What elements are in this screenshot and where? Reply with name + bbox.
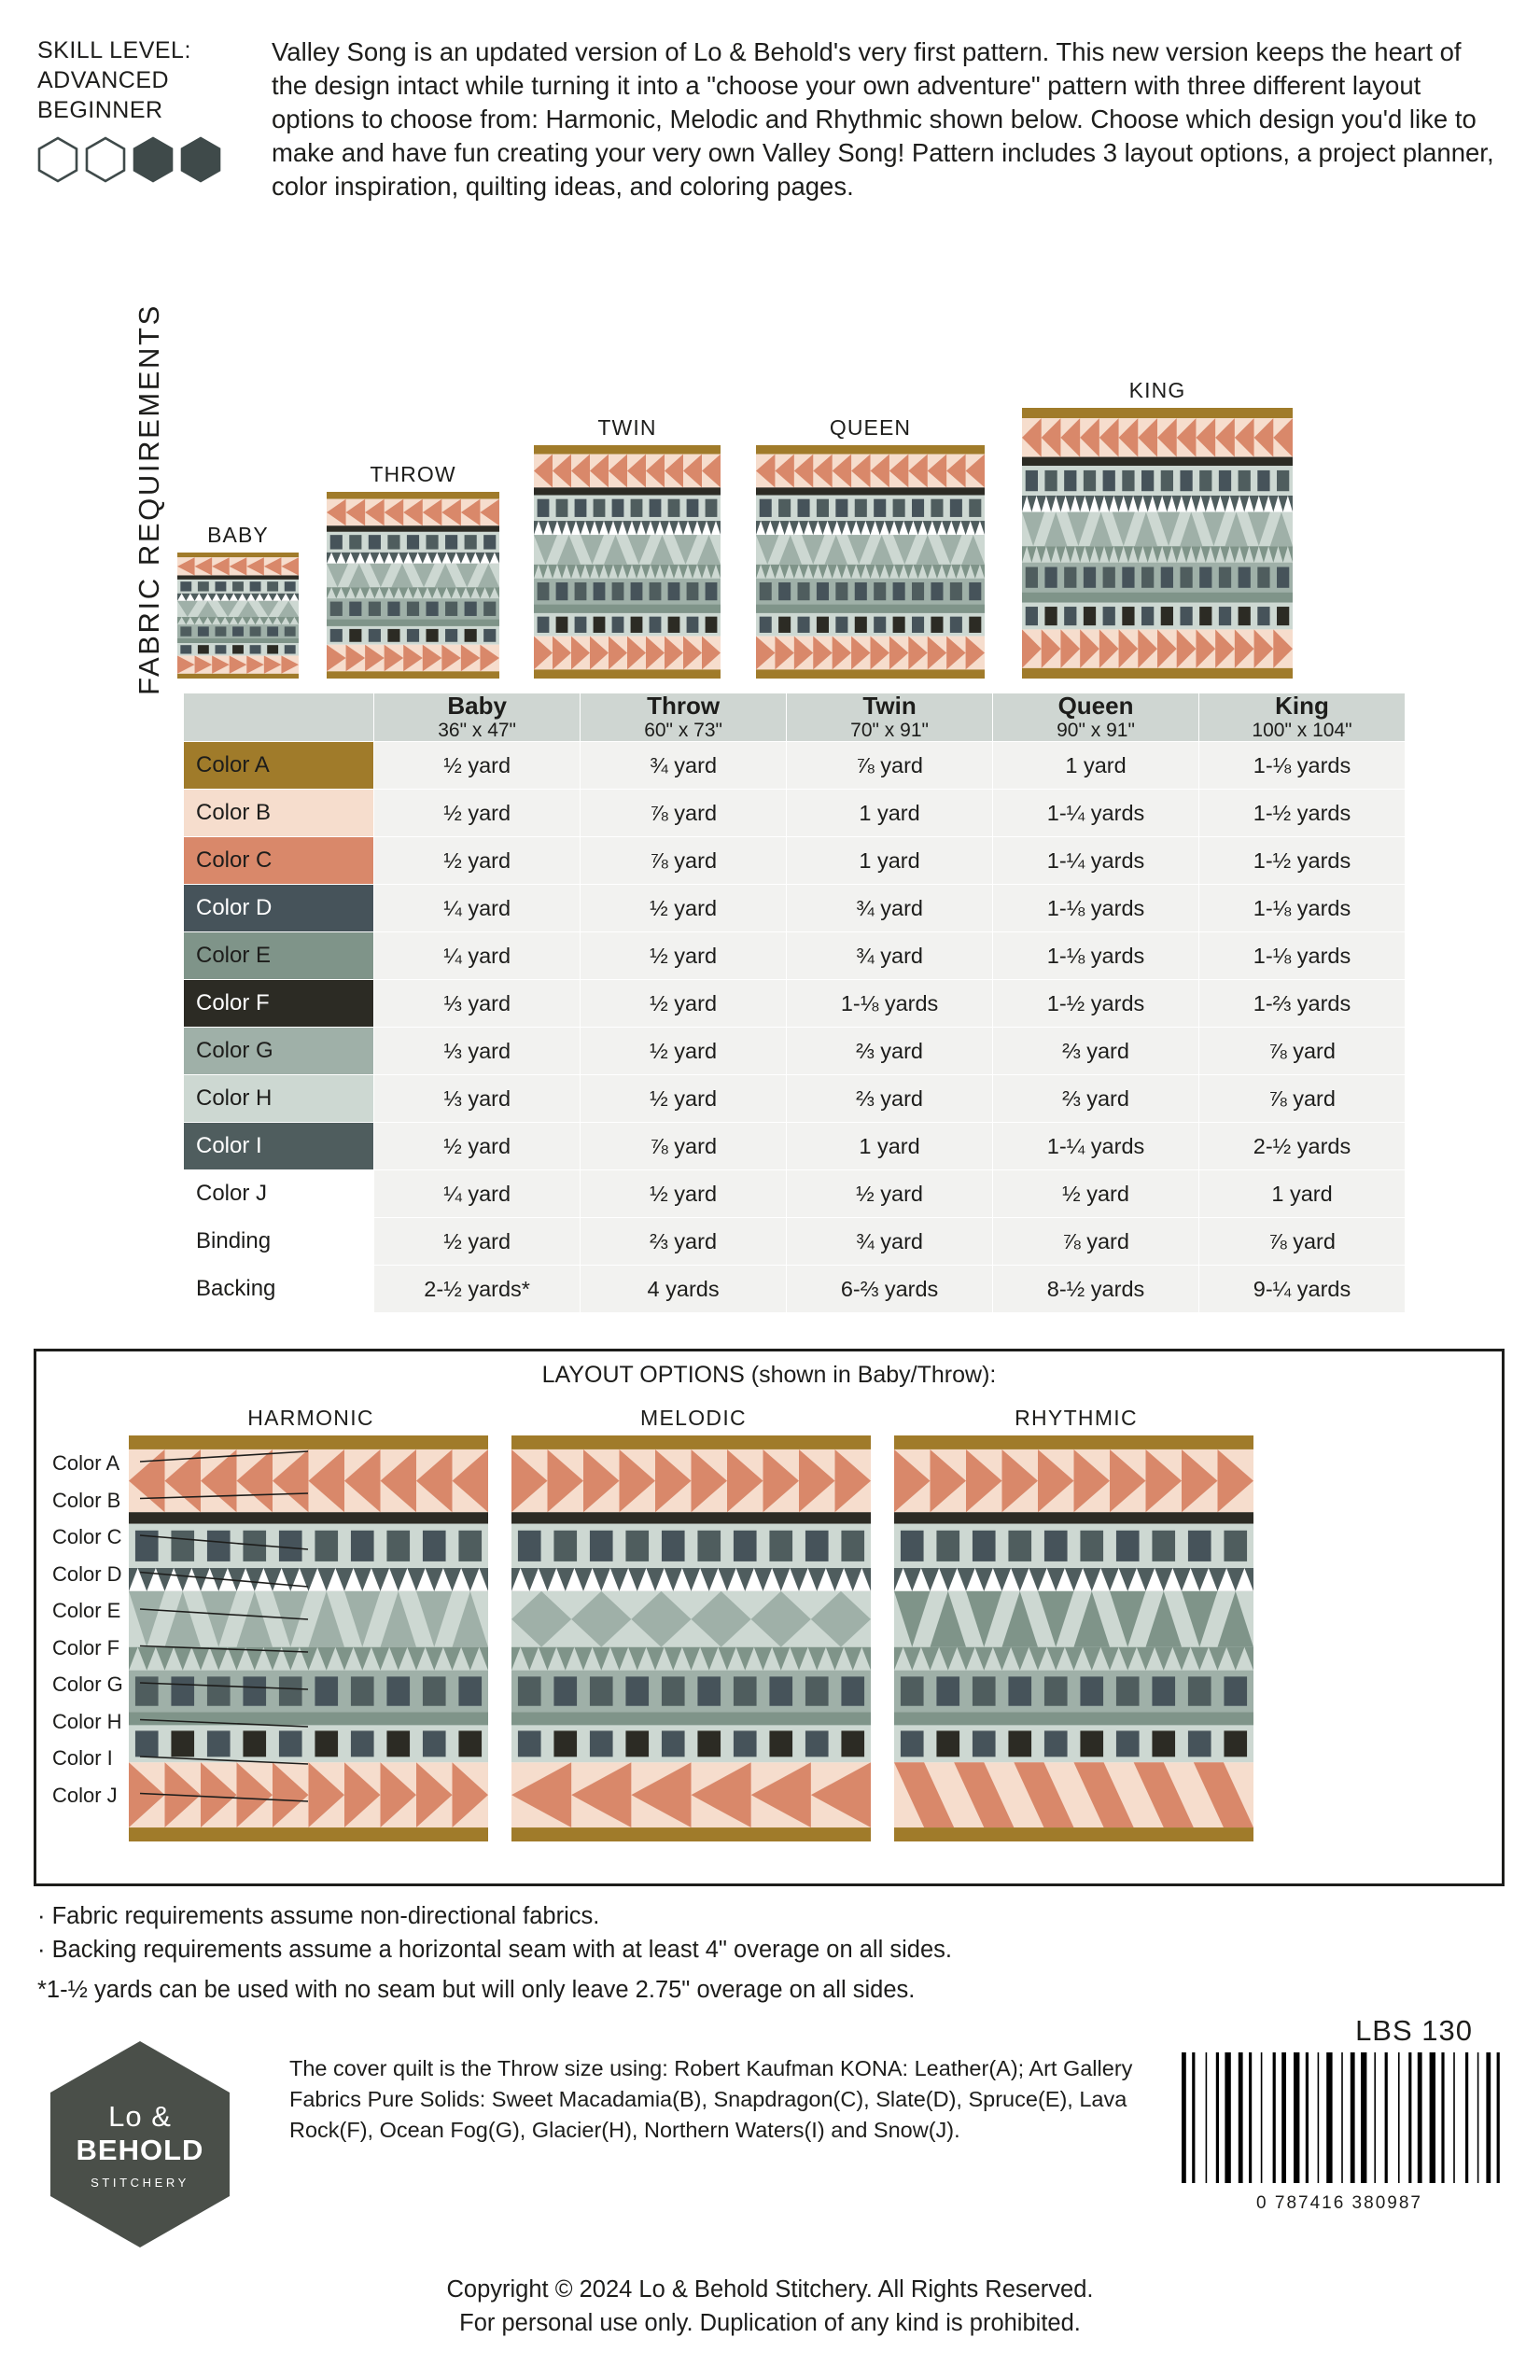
table-row [184,742,1406,790]
yardage-cell: ¾ yard [787,1218,993,1266]
column-header-queen [993,693,1199,742]
column-header-king [1199,693,1406,742]
size-thumbnail-baby [177,523,299,683]
yardage-cell: ⅔ yard [993,1028,1199,1075]
yardage-cell: 1-⅛ yards [993,885,1199,932]
logo-line1: Lo & [108,2099,172,2133]
hexagon-filled-icon [180,136,221,183]
yardage-cell: ⅞ yard [581,1123,787,1170]
yardage-cell: ½ yard [581,980,787,1028]
column-name: Baby [447,692,507,720]
yardage-cell: ¾ yard [581,742,787,790]
yardage-cell: ½ yard [581,1075,787,1123]
legend-item-color-c: Color C [52,1525,122,1548]
layout-color-legend [52,1451,230,1820]
layout-name-rhythmic: RHYTHMIC [1015,1406,1138,1430]
hexagon-outline-icon [37,136,78,183]
yardage-cell: ⅞ yard [581,790,787,837]
yardage-cell: ⅓ yard [374,1075,581,1123]
legend-item-color-b: Color B [52,1488,121,1512]
table-row [184,1266,1406,1313]
yardage-cell: ½ yard [581,1170,787,1218]
hexagon-filled-icon [133,136,174,183]
yardage-cell: ¾ yard [787,932,993,980]
layout-options-title: LAYOUT OPTIONS (shown in Baby/Throw): [541,1362,997,1388]
table-row [184,1218,1406,1266]
layout-quilt-diagram [894,1435,1253,1841]
yardage-cell: ¼ yard [374,885,581,932]
logo-line2: BEHOLD [76,2133,204,2166]
yardage-cell: ⅔ yard [787,1075,993,1123]
yardage-cell: 2-½ yards [1199,1123,1406,1170]
skill-level-title [37,35,247,125]
legend-item-color-j: Color J [52,1783,118,1807]
copyright-block [280,2273,1260,2340]
yardage-cell: ⅞ yard [1199,1075,1406,1123]
yardage-cell: ⅓ yard [374,980,581,1028]
quilt-thumbnail [1022,408,1293,683]
yardage-cell: ⅞ yard [1199,1218,1406,1266]
yardage-cell: ⅔ yard [993,1075,1199,1123]
yardage-cell: 1-¼ yards [993,790,1199,837]
yardage-cell: ¼ yard [374,1170,581,1218]
yardage-cell: ⅔ yard [787,1028,993,1075]
color-swatch-label: Color D [184,885,374,932]
header [37,35,1503,203]
color-swatch-label: Color B [184,790,374,837]
column-header-throw [581,693,787,742]
yardage-cell: 1 yard [993,742,1199,790]
table-row [184,1123,1406,1170]
yardage-cell: ½ yard [581,885,787,932]
legend-item-color-e: Color E [52,1599,121,1622]
quilt-diagram [177,553,299,679]
yardage-cell: ½ yard [374,837,581,885]
yardage-cell: ½ yard [581,932,787,980]
yardage-cell: 1 yard [1199,1170,1406,1218]
column-dimensions: 36" x 47" [438,720,517,742]
quilt-thumbnail [756,445,985,683]
yardage-cell: ⅞ yard [787,742,993,790]
size-label: THROW [370,462,456,486]
yardage-cell: 1-⅛ yards [1199,885,1406,932]
color-swatch-label: Backing [184,1266,374,1313]
yardage-cell: ¾ yard [787,885,993,932]
table-row [184,790,1406,837]
yardage-cell: ⅞ yard [993,1218,1199,1266]
quilt-diagram [327,492,499,679]
size-thumbnail-queen [756,415,985,683]
yardage-cell: 1-½ yards [993,980,1199,1028]
fabric-requirements-table [183,693,1406,1313]
quilt-thumbnail [327,492,499,683]
legend-item-color-a: Color A [52,1451,120,1475]
color-swatch-label: Color C [184,837,374,885]
note-1: · Fabric requirements assume non-directional fabrics. [37,1903,600,1929]
yardage-cell: ½ yard [581,1028,787,1075]
layout-name-harmonic: HARMONIC [247,1406,374,1430]
legend-item-color-h: Color H [52,1709,122,1733]
column-header-twin [787,693,993,742]
yardage-cell: 1 yard [787,837,993,885]
table-row [184,1170,1406,1218]
note-2: · Backing requirements assume a horizontal seam with at least 4" overage on all sides. [37,1937,952,1964]
table-row [184,837,1406,885]
layout-name-melodic: MELODIC [640,1406,747,1430]
size-thumbnail-king [1022,378,1293,683]
yardage-cell: 4 yards [581,1266,787,1313]
yardage-cell: ½ yard [374,1218,581,1266]
quilt-diagram [534,445,721,679]
barcode-number: 0 787416 380987 [1256,2193,1422,2213]
yardage-cell: ⅓ yard [374,1028,581,1075]
skill-level-block [37,35,247,203]
fabric-requirements-label: FABRIC REQUIREMENTS [133,303,165,695]
legend-item-color-g: Color G [52,1673,123,1696]
yardage-cell: 1-⅛ yards [1199,932,1406,980]
yardage-cell: ⅔ yard [581,1218,787,1266]
color-swatch-label: Color E [184,932,374,980]
column-name: King [1275,692,1329,720]
yardage-cell: ⅞ yard [581,837,787,885]
yardage-cell: 1-⅔ yards [1199,980,1406,1028]
color-swatch-label: Color F [184,980,374,1028]
quilt-thumbnail [177,553,299,683]
quilt-thumbnail [534,445,721,683]
sku-code: LBS 130 [1355,2014,1473,2047]
column-dimensions: 100" x 104" [1252,720,1352,742]
color-swatch-label: Color A [184,742,374,790]
yardage-cell: 1-½ yards [1199,837,1406,885]
yardage-cell: 1-¼ yards [993,837,1199,885]
column-name: Queen [1057,692,1134,720]
size-label: TWIN [597,415,657,440]
column-name: Twin [862,692,917,720]
legend-item-color-f: Color F [52,1635,120,1659]
size-thumbnails [177,331,1433,686]
table-row [184,885,1406,932]
color-swatch-label: Color J [184,1170,374,1218]
color-swatch-label: Color I [184,1123,374,1170]
legend-item-color-d: Color D [52,1561,122,1586]
column-dimensions: 60" x 73" [644,720,722,742]
yardage-cell: 8-½ yards [993,1266,1199,1313]
fabric-credit: The cover quilt is the Throw size using: Robert Kaufman KONA: Leather(A); Art Gallery Fabrics Pure Solids: Sweet Macadamia(B), Snapdragon(C), Slate(D), Spruce(E), Lava Rock(F), Ocean Fog(G), Glacier(H), Northern Waters(I) and Snow(J). [289,2056,1133,2142]
color-swatch-label: Binding [184,1218,374,1266]
yardage-cell: 1-⅛ yards [993,932,1199,980]
yardage-cell: 6-⅔ yards [787,1266,993,1313]
yardage-cell: ½ yard [374,790,581,837]
layout-quilt-melodic [511,1435,871,1841]
notes-block [37,1899,1456,2008]
logo-line3: STITCHERY [91,2175,189,2190]
color-swatch-label: Color H [184,1075,374,1123]
color-swatch-label: Color G [184,1028,374,1075]
skill-level-line2: ADVANCED [37,67,170,93]
table-row [184,980,1406,1028]
size-thumbnail-throw [327,462,499,683]
copyright-line2: For personal use only. Duplication of any kind is prohibited. [459,2310,1081,2337]
yardage-cell: ½ yard [374,742,581,790]
yardage-cell: 1 yard [787,1123,993,1170]
layout-quilt-diagram [511,1435,871,1841]
note-3: *1-½ yards can be used with no seam but will only leave 2.75" overage on all sides. [37,1977,916,2004]
yardage-cell: 9-¼ yards [1199,1266,1406,1313]
skill-level-line1: SKILL LEVEL: [37,37,191,63]
copyright-line1: Copyright © 2024 Lo & Behold Stitchery. All Rights Reserved. [446,2276,1094,2303]
skill-level-hexagons [37,136,247,183]
column-dimensions: 90" x 91" [1057,720,1135,742]
yardage-cell: 1-½ yards [1199,790,1406,837]
layout-quilt-rhythmic [894,1435,1253,1841]
table-row [184,1075,1406,1123]
yardage-cell: ½ yard [374,1123,581,1170]
yardage-cell: 1-¼ yards [993,1123,1199,1170]
size-thumbnail-twin [534,415,721,683]
table-row [184,1028,1406,1075]
yardage-cell: ¼ yard [374,932,581,980]
quilt-diagram [1022,408,1293,679]
table-header-row [184,693,1406,742]
skill-level-line3: BEGINNER [37,97,163,123]
barcode [1176,2049,1503,2189]
size-label: BABY [207,523,269,547]
yardage-cell: 1-⅛ yards [787,980,993,1028]
size-label: QUEEN [829,415,912,440]
yardage-cell: ½ yard [993,1170,1199,1218]
yardage-cell: ⅞ yard [1199,1028,1406,1075]
intro-paragraph: Valley Song is an updated version of Lo & Behold's very first pattern. This new version keeps the heart of the design intact while turning it into a "choose your own adventure" pattern with three different layout options to choose from: Harmonic, Melodic and Rhythmic shown below. Choose which design you'd like to make and have fun creating your very own Valley Song! Pattern includes 3 layout options, a project planner, color inspiration, quilting ideas, and coloring pages. [272,37,1494,202]
table-row [184,932,1406,980]
hexagon-outline-icon [85,136,126,183]
size-label: KING [1128,378,1186,402]
yardage-cell: 1 yard [787,790,993,837]
column-name: Throw [647,692,721,720]
table-corner-cell [184,693,374,742]
brand-logo [49,2039,231,2249]
column-header-baby [374,693,581,742]
yardage-cell: ½ yard [787,1170,993,1218]
quilt-diagram [756,445,985,679]
yardage-cell: 1-⅛ yards [1199,742,1406,790]
legend-item-color-i: Color I [52,1746,113,1770]
yardage-cell: 2-½ yards* [374,1266,581,1313]
column-dimensions: 70" x 91" [850,720,929,742]
